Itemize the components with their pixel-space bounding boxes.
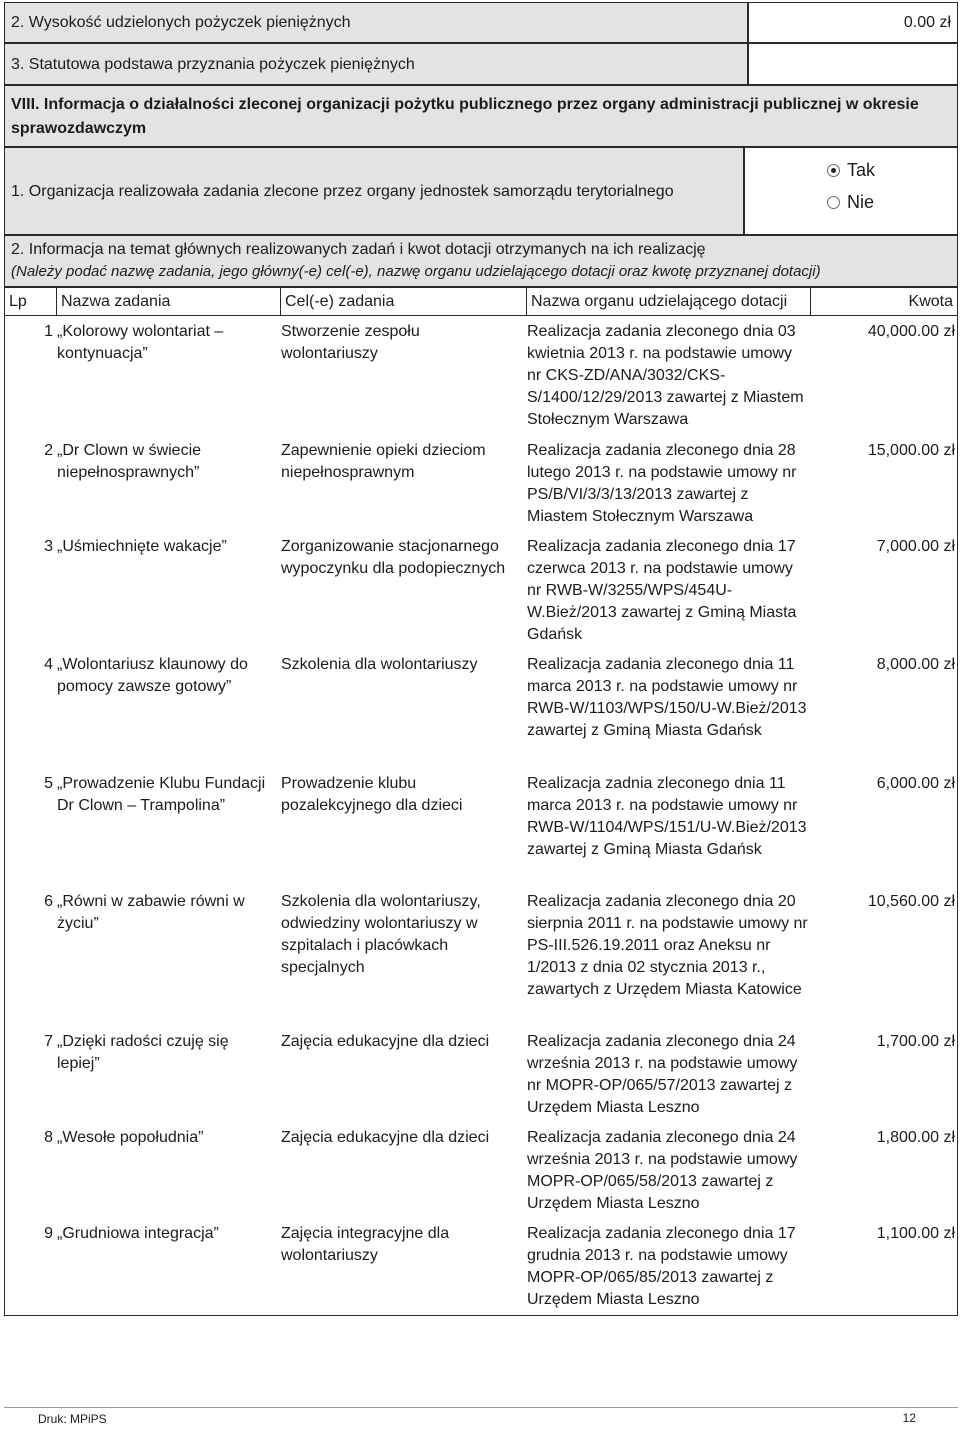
loan-amount-label-cell	[4, 2, 748, 43]
row-amount: 10,560.00 zł	[867, 893, 955, 910]
header-lp: Lp	[5, 288, 57, 316]
row-goal: Stworzenie zespołu wolontariuszy	[281, 323, 420, 362]
row-name: „Wolontariusz klaunowy do pomocy zawsze gotowy”	[57, 656, 248, 695]
row-lp: 3	[44, 538, 53, 555]
section-8-heading-line1: VIII. Informacja o działalności zleconej organizacji pożytku publicznego przez organy administracji publicznej w okresie	[11, 96, 919, 113]
row-lp: 4	[44, 656, 53, 673]
row-name: „Prowadzenie Klubu Fundacji Dr Clown – Trampolina”	[57, 775, 266, 814]
loan-basis-value-cell	[748, 43, 958, 85]
header-amount: Kwota	[811, 288, 957, 316]
row-org: Realizacja zadania zleconego dnia 17 czerwca 2013 r. na podstawie umowy nr RWB-W/3255/WPS/454U-W.Bież/2013 zawartej z Gminą Miasta Gdańsk	[527, 538, 797, 643]
row-lp: 2	[44, 442, 53, 459]
question-2-cell	[4, 235, 958, 287]
row-name: „Kolorowy wolontariat – kontynuacja”	[57, 323, 224, 362]
radio-yes-indicator[interactable]	[827, 164, 840, 177]
row-goal: Prowadzenie klubu pozalekcyjnego dla dzieci	[281, 775, 463, 814]
section-8-heading-line2: sprawozdawczym	[11, 120, 147, 137]
radio-no-label: Nie	[847, 192, 875, 212]
row-amount: 40,000.00 zł	[867, 323, 955, 340]
row-name: „Uśmiechnięte wakacje”	[57, 538, 227, 555]
row-amount: 1,800.00 zł	[876, 1129, 955, 1146]
row-goal: Szkolenia dla wolontariuszy, odwiedziny wolontariuszy w szpitalach i placówkach specjalnych	[281, 893, 481, 976]
header-name: Nazwa zadania	[57, 288, 281, 316]
row-amount: 8,000.00 zł	[876, 656, 955, 673]
loan-amount-value: 0.00 zł	[903, 14, 951, 31]
row-goal: Zajęcia integracyjne dla wolontariuszy	[281, 1225, 450, 1264]
row-lp: 9	[44, 1225, 53, 1242]
footer-printer: Druk: MPiPS	[38, 1412, 107, 1426]
row-lp: 6	[44, 893, 53, 910]
row-name: „Dzięki radości czuję się lepiej”	[57, 1033, 229, 1072]
question-2-label: 2. Informacja na temat głównych realizowanych zadań i kwot dotacji otrzymanych na ich realizację	[11, 241, 706, 258]
row-name: „Dr Clown w świecie niepełnosprawnych”	[57, 442, 202, 481]
row-lp: 5	[44, 775, 53, 792]
row-amount: 6,000.00 zł	[876, 775, 955, 792]
row-lp: 1	[44, 323, 53, 340]
row-goal: Zapewnienie opieki dzieciom niepełnosprawnym	[281, 442, 486, 481]
row-amount: 15,000.00 zł	[867, 442, 955, 459]
question-1-label: 1. Organizacja realizowała zadania zlecone przez organy jednostek samorządu terytorialnego	[11, 183, 674, 200]
loan-basis-label-cell	[4, 43, 748, 85]
page-number: 12	[902, 1411, 916, 1425]
row-org: Realizacja zadania zleconego dnia 17 grudnia 2013 r. na podstawie umowy MOPR-OP/065/85/2013 zawartej z Urzędem Miasta Leszno	[527, 1225, 796, 1308]
row-goal: Szkolenia dla wolontariuszy	[281, 656, 478, 673]
row-name: „Równi w zabawie równi w życiu”	[57, 893, 245, 932]
tasks-table	[4, 287, 958, 1316]
loan-amount-label: 2. Wysokość udzielonych pożyczek pieniężnych	[11, 14, 351, 31]
row-lp: 8	[44, 1129, 53, 1146]
row-org: Realizacja zadania zleconego dnia 20 sierpnia 2011 r. na podstawie umowy nr PS-III.526.19.2011 oraz Aneksu nr 1/2013 z dnia 02 stycznia 2013 r., zawartych z Urzędem Miasta Katowice	[527, 893, 808, 998]
row-org: Realizacja zadania zleconego dnia 24 września 2013 r. na podstawie umowy MOPR-OP/065/58/2013 zawartej z Urzędem Miasta Leszno	[527, 1129, 798, 1212]
row-name: „Grudniowa integracja”	[57, 1225, 219, 1242]
radio-yes[interactable]	[827, 160, 875, 181]
header-goal: Cel(-e) zadania	[281, 288, 527, 316]
loan-amount-value-cell	[748, 2, 958, 43]
row-org: Realizacja zadania zleconego dnia 11 marca 2013 r. na podstawie umowy nr RWB-W/1103/WPS/150/U-W.Bież/2013 zawartej z Gminą Miasta Gdańsk	[527, 656, 807, 739]
footer-divider	[4, 1407, 958, 1408]
row-amount: 7,000.00 zł	[876, 538, 955, 555]
row-name: „Wesołe popołudnia”	[57, 1129, 204, 1146]
row-goal: Zorganizowanie stacjonarnego wypoczynku dla podopiecznych	[281, 538, 506, 577]
question-2-note: (Należy podać nazwę zadania, jego główny(-e) cel(-e), nazwę organu udzielającego dotacji oraz kwotę przyznanej dotacji)	[11, 263, 821, 280]
question-1-cell	[4, 147, 744, 235]
loan-basis-label: 3. Statutowa podstawa przyznania pożyczek pieniężnych	[11, 56, 415, 73]
section-8-heading-cell	[4, 85, 958, 147]
row-goal: Zajęcia edukacyjne dla dzieci	[281, 1033, 490, 1050]
radio-no-indicator[interactable]	[827, 196, 840, 209]
row-goal: Zajęcia edukacyjne dla dzieci	[281, 1129, 490, 1146]
row-lp: 7	[44, 1033, 53, 1050]
row-org: Realizacja zadnia zleconego dnia 11 marca 2013 r. na podstawie umowy nr RWB-W/1104/WPS/151/U-W.Bież/2013 zawartej z Gminą Miasta Gdańsk	[527, 775, 807, 858]
row-org: Realizacja zadania zleconego dnia 24 września 2013 r. na podstawie umowy nr MOPR-OP/065/57/2013 zawartej z Urzędem Miasta Leszno	[527, 1033, 798, 1116]
question-1-answer-cell	[744, 147, 958, 235]
radio-no[interactable]	[827, 192, 874, 213]
row-amount: 1,700.00 zł	[876, 1033, 955, 1050]
row-org: Realizacja zadania zleconego dnia 03 kwietnia 2013 r. na podstawie umowy nr CKS-ZD/ANA/3032/CKS-S/1400/12/29/2013 zawartej z Miastem Stołecznym Warszawa	[527, 323, 804, 428]
row-amount: 1,100.00 zł	[876, 1225, 955, 1242]
row-org: Realizacja zadania zleconego dnia 28 lutego 2013 r. na podstawie umowy nr PS/B/VI/3/3/13/2013 zawartej z Miastem Stołecznym Warszawa	[527, 442, 797, 525]
radio-yes-label: Tak	[847, 160, 876, 180]
header-org: Nazwa organu udzielającego dotacji	[527, 288, 811, 316]
